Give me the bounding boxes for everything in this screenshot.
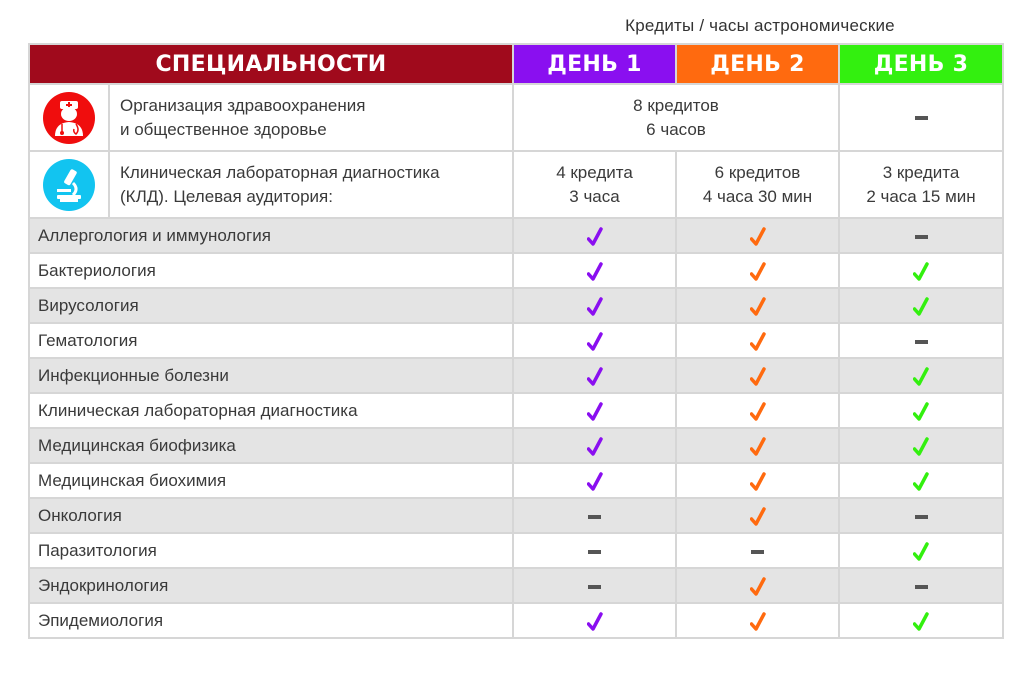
dash-icon [915,340,928,344]
day3-cell [839,323,1003,358]
table-row [29,323,1003,358]
day2-cell [676,323,839,358]
specialty-name: Вирусология [29,288,513,323]
day1-cell [513,463,676,498]
check-icon [587,363,603,388]
day2-header: ДЕНЬ 2 [676,44,839,84]
specialty-name: Паразитология [29,533,513,568]
check-icon [750,433,766,458]
day1-cell [513,498,676,533]
check-icon [913,398,929,423]
table-caption: Кредиты / часы астрономические [625,16,895,35]
day3-cell [839,218,1003,253]
check-icon [587,398,603,423]
check-icon [750,398,766,423]
day2-credits: 6 кредитов 4 часа 30 мин [676,151,839,218]
day3-cell [839,393,1003,428]
program-title-line1: Организация здравоохранения [120,95,366,115]
check-icon [750,293,766,318]
day3-cell [839,463,1003,498]
dash-icon [915,585,928,589]
specialty-name: Онкология [29,498,513,533]
specialty-name: Инфекционные болезни [29,358,513,393]
program-title-line1: Клиническая лабораторная диагностика [120,162,440,182]
check-icon [750,608,766,633]
day2-cell [676,393,839,428]
check-icon [750,503,766,528]
day1-cell [513,218,676,253]
table-row [29,463,1003,498]
check-icon [587,468,603,493]
day3-cell [839,568,1003,603]
day2-cell [676,428,839,463]
check-icon [913,293,929,318]
check-icon [587,433,603,458]
specialty-name: Аллергология и иммунология [29,218,513,253]
dash-icon [915,515,928,519]
dash-icon [588,515,601,519]
table-row [29,568,1003,603]
header-row [29,44,1003,84]
day12-credits: 8 кредитов 6 часов [513,84,839,151]
table-row [29,393,1003,428]
day2-cell [676,463,839,498]
day3-cell [839,428,1003,463]
day2-cell [676,603,839,638]
table-row [29,218,1003,253]
day3-header: ДЕНЬ 3 [839,44,1003,84]
check-icon [750,468,766,493]
specialty-name: Медицинская биофизика [29,428,513,463]
table-row [29,603,1003,638]
check-icon [913,363,929,388]
table-row [29,288,1003,323]
day3-cell [839,288,1003,323]
check-icon [913,433,929,458]
dash-icon [751,550,764,554]
table-row [29,253,1003,288]
day3-credits [839,84,1003,151]
day2-cell [676,498,839,533]
day2-cell [676,358,839,393]
table-row [29,498,1003,533]
check-icon [750,223,766,248]
check-icon [750,328,766,353]
program-title-line2: и общественное здоровье [120,119,327,139]
schedule-table [28,43,1004,639]
day2-cell [676,253,839,288]
program-row-kld [29,151,1003,218]
dash-icon [588,585,601,589]
day1-cell [513,568,676,603]
dash-icon [915,116,928,120]
day1-header: ДЕНЬ 1 [513,44,676,84]
specialty-name: Эпидемиология [29,603,513,638]
day2-cell [676,568,839,603]
specialty-name: Медицинская биохимия [29,463,513,498]
day1-cell [513,533,676,568]
check-icon [587,293,603,318]
check-icon [750,573,766,598]
check-icon [750,363,766,388]
day1-cell [513,288,676,323]
day1-credits: 4 кредита 3 часа [513,151,676,218]
specialty-name: Бактериология [29,253,513,288]
day2-cell [676,218,839,253]
check-icon [913,538,929,563]
table-row [29,358,1003,393]
check-icon [913,608,929,633]
day3-cell [839,498,1003,533]
specialties-header: СПЕЦИАЛЬНОСТИ [29,44,513,84]
day3-cell [839,603,1003,638]
check-icon [587,223,603,248]
check-icon [587,258,603,283]
check-icon [587,608,603,633]
dash-icon [588,550,601,554]
day1-cell [513,393,676,428]
day1-cell [513,323,676,358]
microscope-icon [43,159,95,211]
day1-cell [513,358,676,393]
check-icon [587,328,603,353]
check-icon [913,258,929,283]
specialty-name: Клиническая лабораторная диагностика [29,393,513,428]
day3-cell [839,253,1003,288]
day1-cell [513,428,676,463]
program-row-health-org [29,84,1003,151]
program-title-line2: (КЛД). Целевая аудитория: [120,186,333,206]
day3-cell [839,358,1003,393]
day1-cell [513,603,676,638]
check-icon [913,468,929,493]
day2-cell [676,533,839,568]
dash-icon [915,235,928,239]
table-row [29,428,1003,463]
doctor-icon [43,92,95,144]
specialty-name: Гематология [29,323,513,358]
day3-credits: 3 кредита 2 часа 15 мин [839,151,1003,218]
specialty-name: Эндокринология [29,568,513,603]
day1-cell [513,253,676,288]
check-icon [750,258,766,283]
table-row [29,533,1003,568]
day2-cell [676,288,839,323]
day3-cell [839,533,1003,568]
